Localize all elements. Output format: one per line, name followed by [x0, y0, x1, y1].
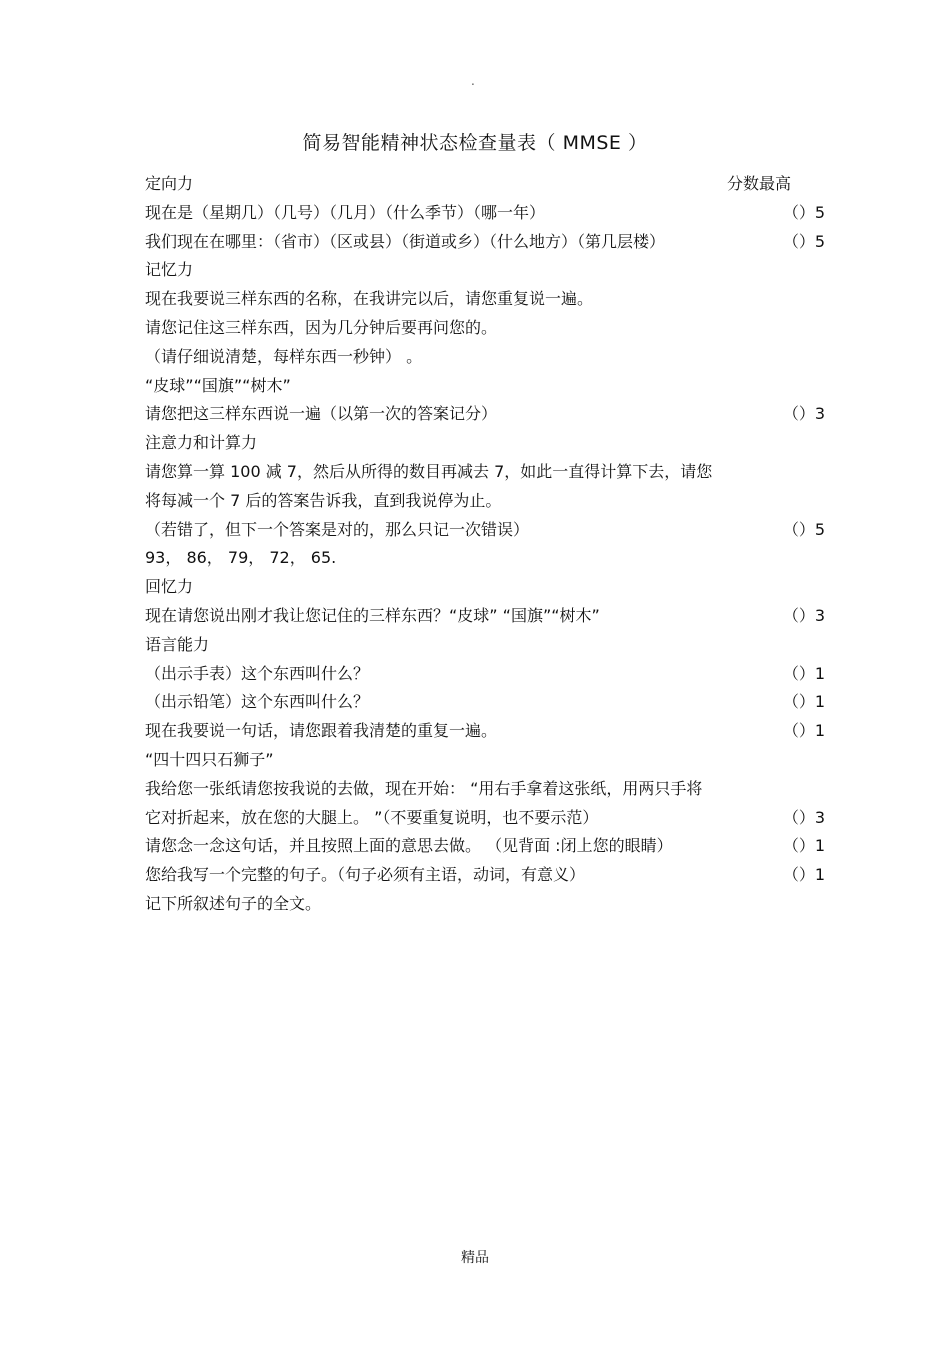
question-line: [145, 832, 825, 861]
line-text: 请您记住这三样东西，因为几分钟后要再问您的。: [145, 317, 498, 337]
instruction-line: [145, 487, 825, 516]
line-text: “皮球”“国旗”“树木”: [145, 375, 291, 395]
line-text: 请您算一算 100 减 7，然后从所得的数目再减去 7，如此一直得计算下去，请您: [145, 461, 713, 481]
line-text: 记下所叙述句子的全文。: [145, 893, 322, 913]
section-heading-memory: [145, 256, 825, 285]
line-text: 将每减一个 7 后的答案告诉我，直到我说停为止。: [145, 490, 502, 510]
instruction-line: [145, 285, 825, 314]
score-column-header: 分数最高: [726, 174, 791, 193]
top-dot: .: [471, 74, 475, 88]
line-text: 回忆力: [145, 577, 194, 597]
max-score: （）1: [782, 865, 825, 885]
line-text: 定向力: [145, 174, 194, 193]
question-line: [145, 602, 825, 631]
line-text: （出示手表）这个东西叫什么？: [145, 663, 370, 683]
question-line: [145, 516, 825, 545]
max-score: （）3: [782, 605, 825, 625]
answer-line: [145, 544, 825, 573]
max-score: （）5: [782, 231, 825, 251]
question-line: [145, 861, 825, 890]
line-text: 我们现在在哪里：（省市）（区或县）（街道或乡）（什么地方）（第几层楼）: [145, 231, 666, 251]
line-text: 现在是（星期几）（几号）（几月）（什么季节）（哪一年）: [145, 202, 546, 222]
max-score: （）5: [782, 202, 825, 222]
line-text: 我给您一张纸请您按我说的去做，现在开始： “用右手拿着这张纸，用两只手将: [145, 778, 703, 798]
line-text: 记忆力: [145, 260, 194, 280]
section-heading-attention: [145, 429, 825, 458]
instruction-line: [145, 314, 825, 343]
line-text: （请仔细说清楚，每样东西一秒钟） 。: [145, 346, 423, 366]
line-text: 现在请您说出刚才我让您记住的三样东西？“皮球” “国旗”“树木”: [145, 605, 600, 625]
line-text: 它对折起来，放在您的大腿上。 ”（不要重复说明，也不要示范）: [145, 807, 599, 827]
max-score: （）1: [782, 836, 825, 856]
line-text: 请您把这三样东西说一遍（以第一次的答案记分）: [145, 404, 498, 424]
question-line: [145, 199, 825, 228]
section-heading-orientation: [145, 170, 825, 199]
page-title: 简易智能精神状态检查量表（ MMSE ）: [302, 132, 648, 154]
instruction-line: [145, 775, 825, 804]
line-text: 您给我写一个完整的句子。（句子必须有主语，动词，有意义）: [145, 865, 586, 885]
max-score: （）1: [782, 663, 825, 683]
page-footer: 精品: [461, 1250, 489, 1266]
question-line: [145, 228, 825, 257]
line-text: 请您念一念这句话，并且按照上面的意思去做。 （见背面 :闭上您的眼睛）: [145, 836, 673, 856]
max-score: （）5: [782, 519, 825, 539]
section-heading-language: [145, 631, 825, 660]
line-text: 现在我要说三样东西的名称，在我讲完以后，请您重复说一遍。: [145, 289, 594, 309]
instruction-line: [145, 343, 825, 372]
question-line: [145, 804, 825, 833]
question-line: [145, 660, 825, 689]
instruction-line: [145, 746, 825, 775]
max-score: （）1: [782, 721, 825, 741]
line-text: “四十四只石狮子”: [145, 749, 274, 769]
question-line: [145, 688, 825, 717]
question-line: [145, 717, 825, 746]
max-score: （）3: [782, 404, 825, 424]
instruction-line: [145, 458, 825, 487]
line-text: 93， 86， 79， 72， 65.: [145, 548, 337, 568]
line-text: 语言能力: [145, 634, 210, 654]
line-text: （出示铅笔）这个东西叫什么？: [145, 692, 370, 712]
section-heading-recall: [145, 573, 825, 602]
line-text: 现在我要说一句话，请您跟着我清楚的重复一遍。: [145, 721, 498, 741]
instruction-line: [145, 890, 825, 919]
max-score: （）3: [782, 807, 825, 827]
instruction-line: [145, 372, 825, 401]
line-text: 注意力和计算力: [145, 433, 258, 453]
max-score: （）1: [782, 692, 825, 712]
line-text: （若错了，但下一个答案是对的，那么只记一次错误）: [145, 519, 530, 539]
assessment-body: [145, 170, 825, 919]
question-line: [145, 400, 825, 429]
